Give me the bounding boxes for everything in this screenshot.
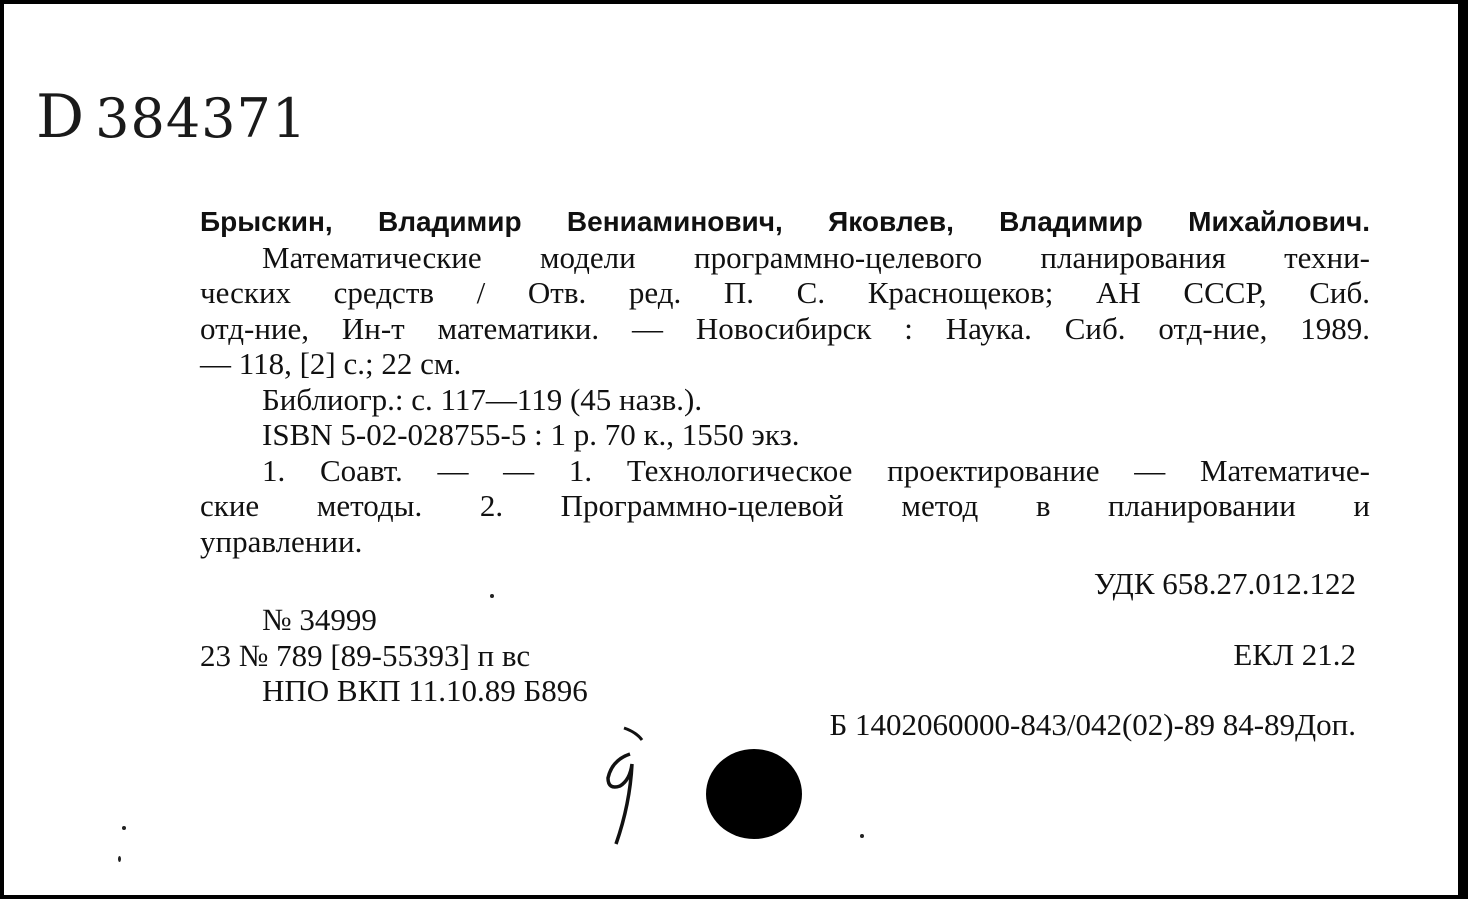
call-number-value: 384371 [95,87,308,150]
call-number [36,82,307,152]
subjects-line-2: ские методы. 2. Программно-целевой метод в планировании и [200,488,1370,523]
title-line-2: ческих средств / Отв. ред. П. С. Краснощеков; АН СССР, Сиб. [200,275,1370,310]
speck [122,826,126,830]
title-line-3: отд-ние, Ин-т математики. — Новосибирск : Наука. Сиб. отд-ние, 1989. [200,310,1370,346]
npo-line: НПО ВКП 11.10.89 Б896 [262,673,588,708]
bibliographic-entry [200,204,1370,559]
punch-hole [706,749,802,839]
subjects-line-3: управлении. [200,523,363,559]
call-number-prefix: D [36,82,86,152]
pages-line: — 118, [2] с.; 22 см. [200,346,462,381]
order-line: 23 № 789 [89-55393] п вс [200,637,531,673]
speck [490,594,494,598]
bbk-code: Б 1402060000-843/042(02)-89 84-89Доп. [829,707,1356,742]
handwritten-mark [594,724,654,854]
card-edge [1458,0,1468,899]
registration-block [200,602,588,709]
ekl-code: ЕКЛ 21.2 [1233,637,1356,672]
isbn-line: ISBN 5-02-028755-5 : 1 р. 70 к., 1550 экз. [262,417,800,452]
title-line-1: Математические модели программно-целевого планирования техни- [262,239,1370,275]
udk-code: УДК 658.27.012.122 [1093,566,1356,601]
catalog-card [4,4,1458,895]
speck [860,834,864,838]
reg-number: № 34999 [262,602,377,637]
subjects-line-1: 1. Соавт. — — 1. Технологическое проектирование — Математиче- [262,452,1370,488]
authors-heading: Брыскин, Владимир Вениаминович, Яковлев, Владимир Михайлович. [200,206,1370,237]
bibliography-note: Библиогр.: с. 117—119 (45 назв.). [262,381,703,417]
speck [118,856,121,862]
